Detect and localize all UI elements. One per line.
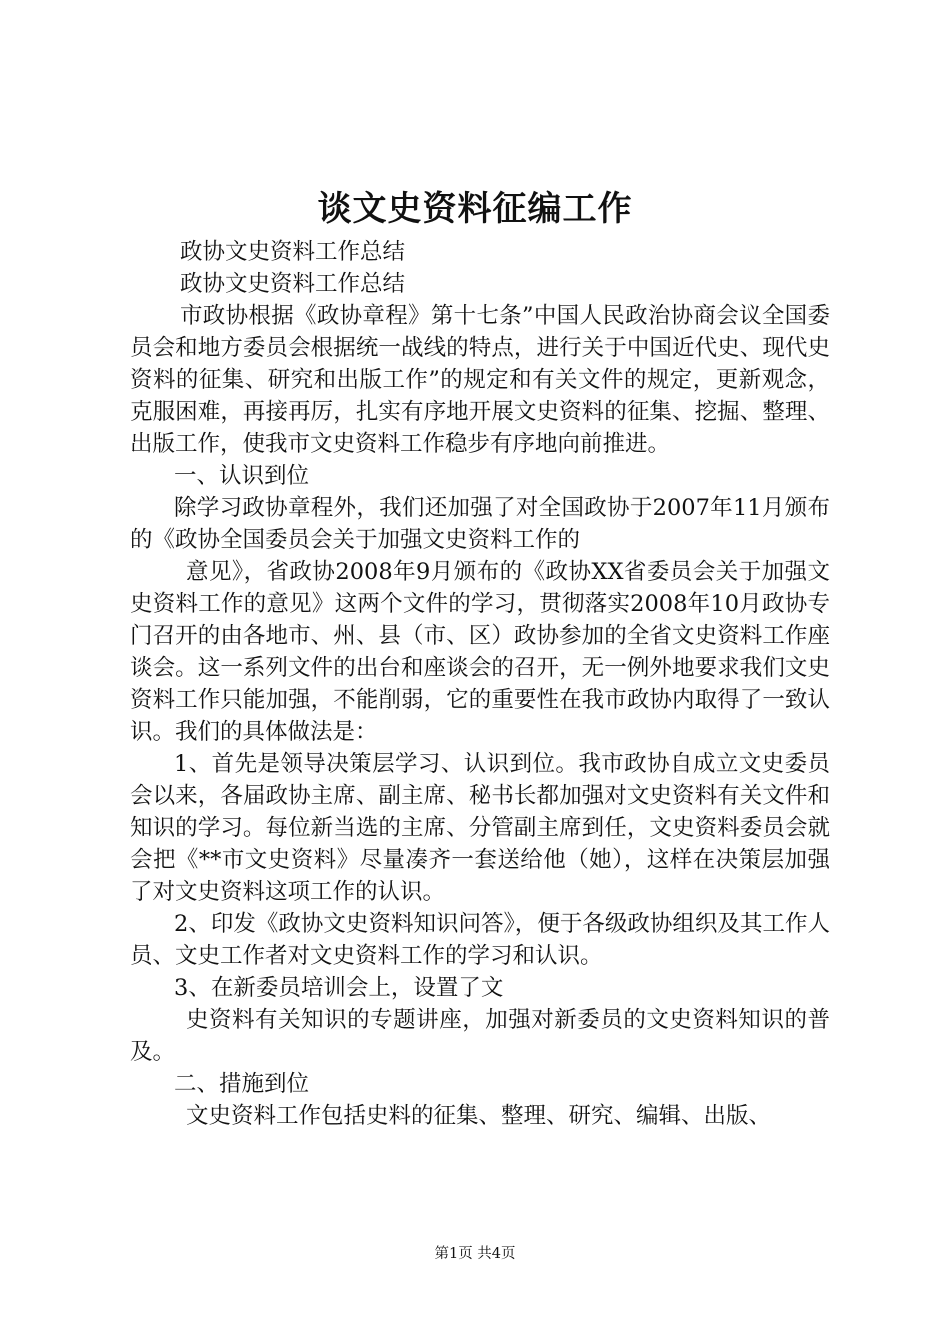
paragraph-item-2: 2、印发《政协文史资料知识问答》，便于各级政协组织及其工作人员、文史工作者对文史资料工作的学习和认识。 [130, 911, 830, 969]
paragraph-section-1b: 意见》，省政协2008年9月颁布的《政协XX省委员会关于加强文史资料工作的意见》这两个文件的学习，贯彻落实2008年10月政协专门召开的由各地市、州、县（市、区）政协参加的全省文史资料工作座谈会。这一系列文件的出台和座谈会的召开，无一例外地要求我们文史资料工作只能加强，不能削弱，它的重要性在我市政协内取得了一致认识。我们的具体做法是： [130, 559, 830, 745]
page-footer: 第1页 共4页 [434, 1246, 516, 1262]
paragraph-section-1a: 除学习政协章程外，我们还加强了对全国政协于2007年11月颁布的《政协全国委员会关于加强文史资料工作的 [130, 495, 830, 553]
paragraph-item-3a: 3、在新委员培训会上，设置了文 [174, 975, 504, 1001]
section-heading-1: 一、认识到位 [174, 463, 310, 489]
document-title: 谈文史资料征编工作 [317, 189, 633, 229]
section-heading-2: 二、措施到位 [174, 1071, 310, 1097]
paragraph-item-1: 1、首先是领导决策层学习、认识到位。我市政协自成立文史委员会以来，各届政协主席、副主席、秘书长都加强对文史资料有关文件和知识的学习。每位新当选的主席、分管副主席到任，文史资料委员会就会把《**市文史资料》尽量凑齐一套送给他（她），这样在决策层加强了对文史资料这项工作的认识。 [130, 751, 830, 905]
paragraph-subtitle-1: 政协文史资料工作总结 [180, 239, 406, 265]
paragraph-section-2: 文史资料工作包括史料的征集、整理、研究、编辑、出版、 [186, 1103, 772, 1129]
document-body [130, 236, 830, 1132]
paragraph-intro: 市政协根据《政协章程》第十七条”中国人民政治协商会议全国委员会和地方委员会根据统一战线的特点，进行关于中国近代史、现代史资料的征集、研究和出版工作”的规定和有关文件的规定，更新观念，克服困难，再接再厉，扎实有序地开展文史资料的征集、挖掘、整理、出版工作，使我市文史资料工作稳步有序地向前推进。 [130, 303, 830, 457]
paragraph-subtitle-2: 政协文史资料工作总结 [180, 271, 406, 297]
paragraph-item-3b: 史资料有关知识的专题讲座，加强对新委员的文史资料知识的普及。 [130, 1007, 830, 1065]
